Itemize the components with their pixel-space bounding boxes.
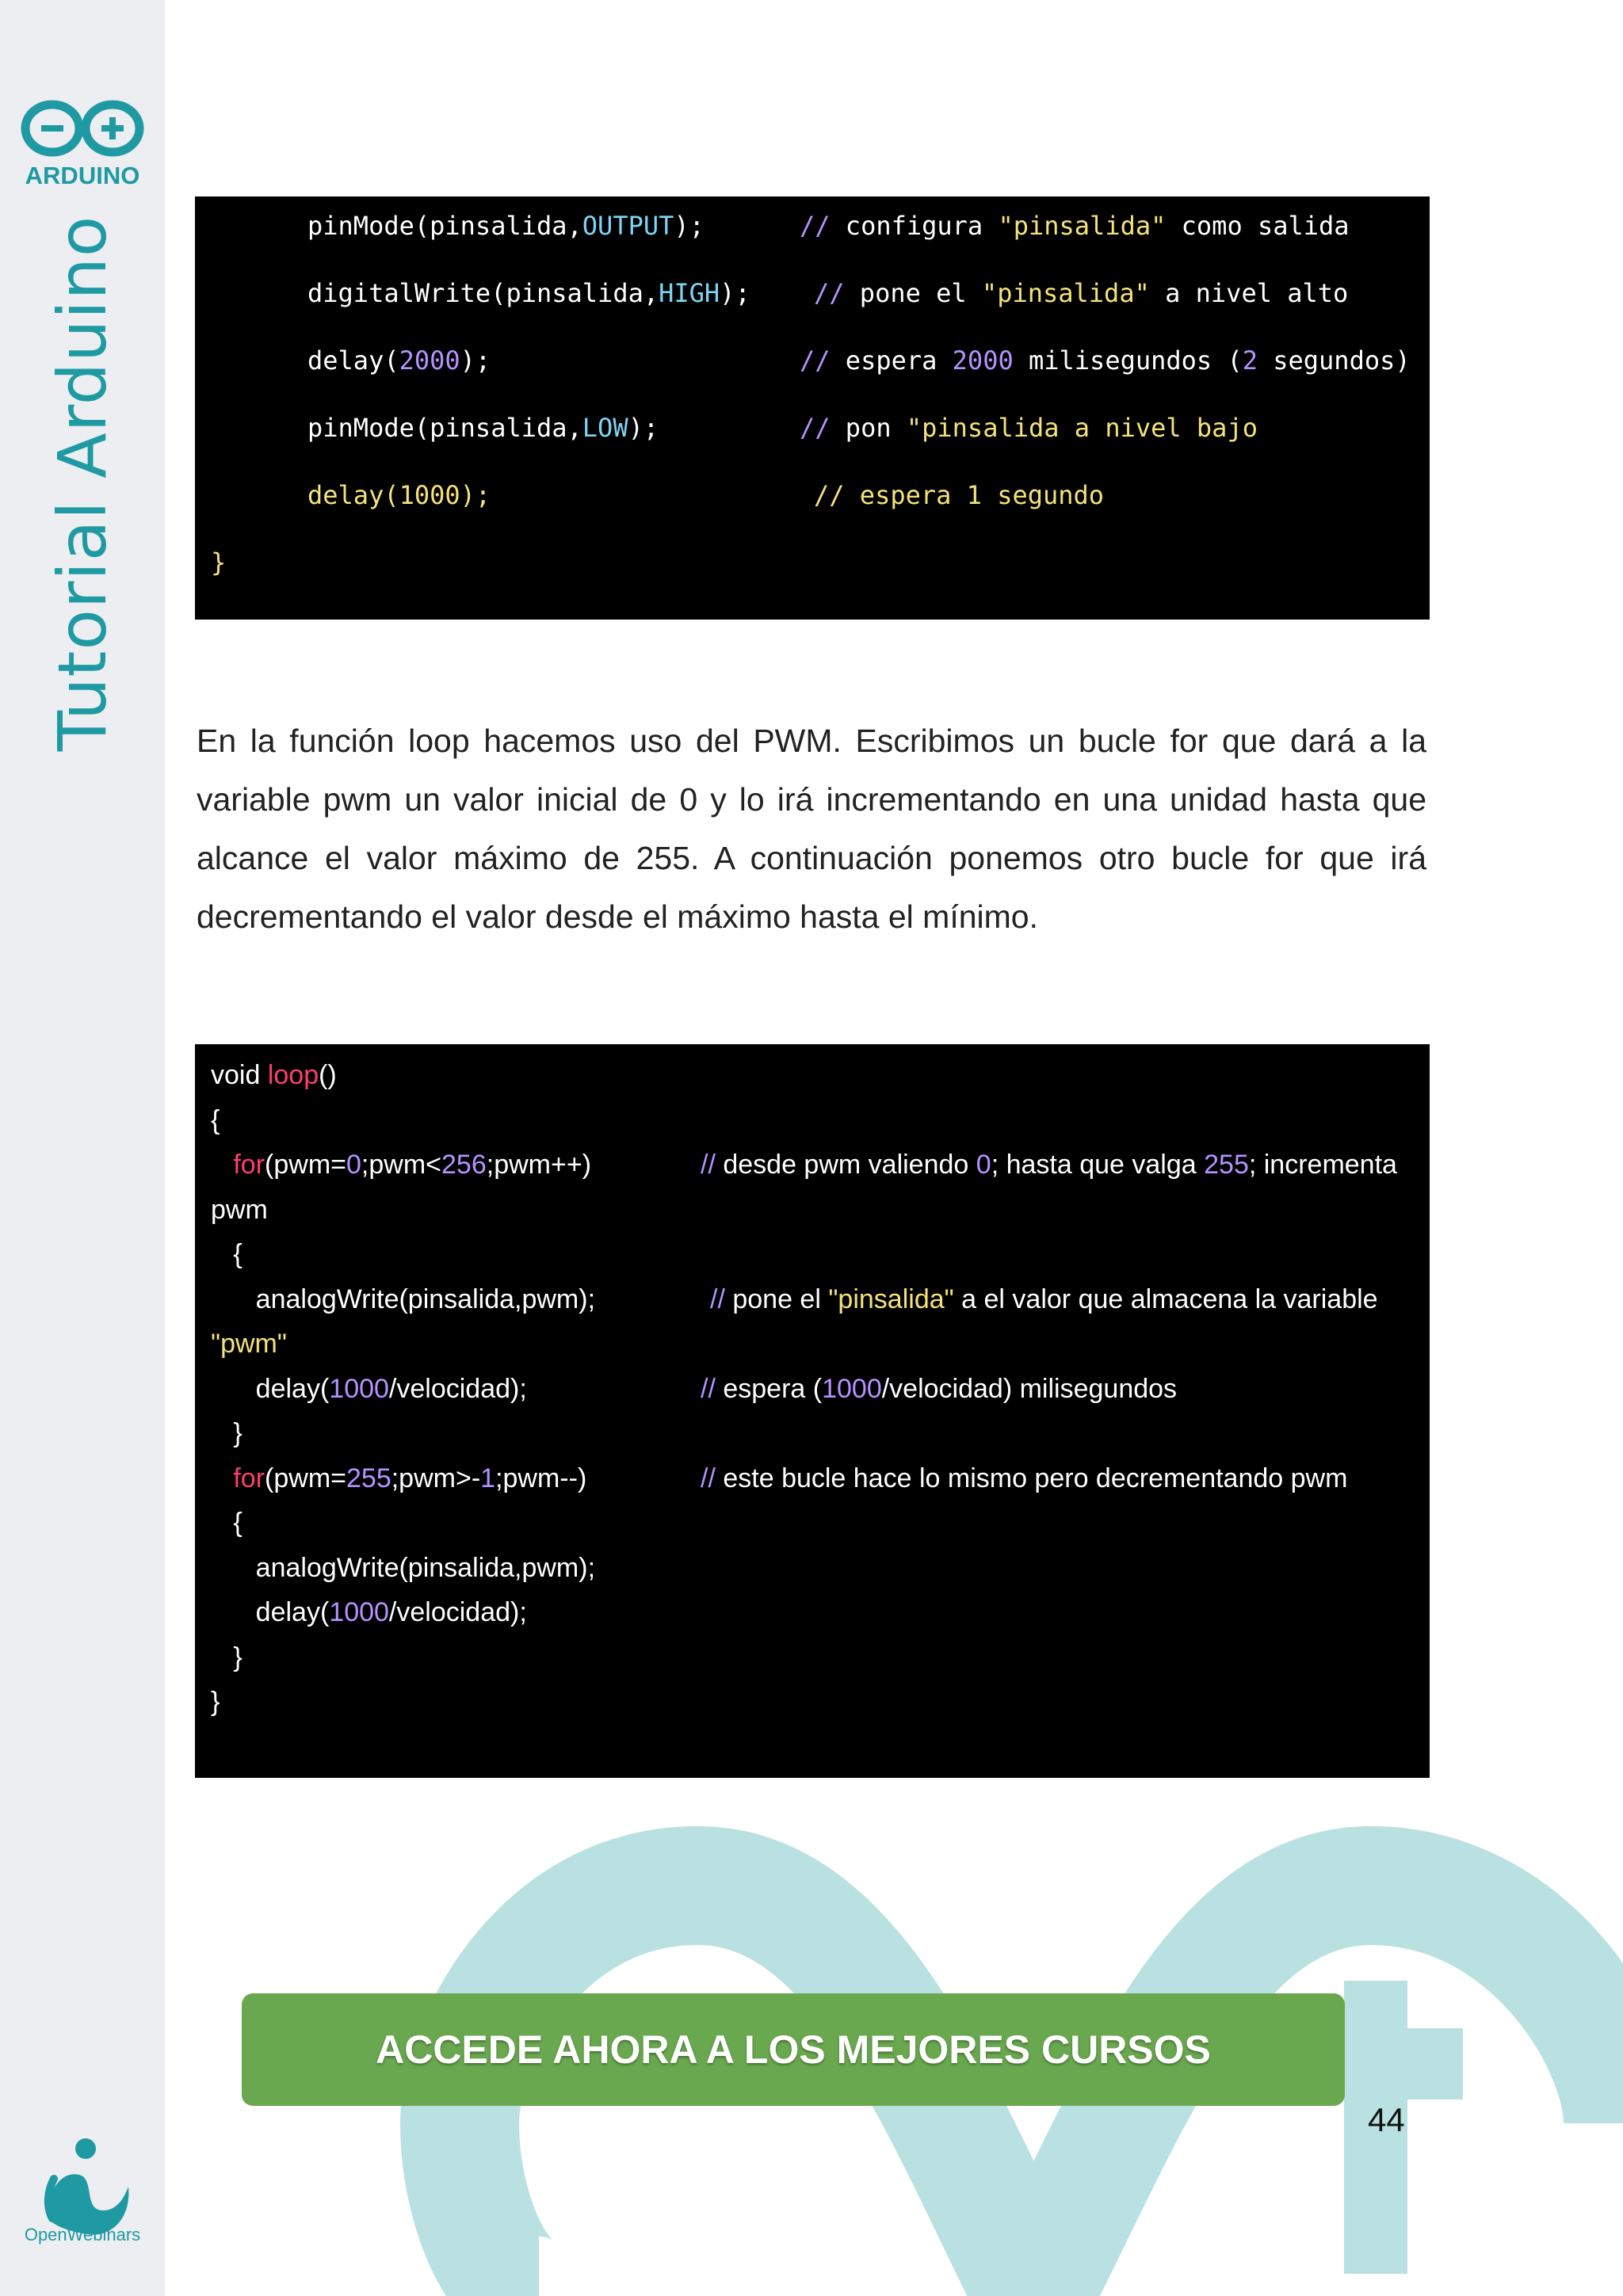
code-token: }	[211, 1687, 220, 1717]
code-token: delay(1000);	[307, 480, 491, 510]
comment-token: "pinsalida a nivel bajo	[906, 413, 1258, 443]
code-line	[211, 1060, 337, 1091]
code-token: delay(	[307, 345, 399, 376]
code-token: ;pwm<	[361, 1150, 442, 1180]
comment-token: 255	[1204, 1150, 1249, 1180]
comment-token: segundos)	[1257, 345, 1411, 376]
comment-token: /velocidad) milisegundos	[881, 1373, 1178, 1404]
code-line	[211, 1508, 242, 1539]
code-token: loop	[267, 1060, 319, 1090]
code-token: 0	[346, 1150, 361, 1180]
comment-token: espera (	[715, 1373, 823, 1404]
code-token: );	[674, 211, 705, 241]
code-token: ()	[319, 1060, 337, 1090]
code-comment	[800, 211, 1350, 241]
comment-token: pon	[830, 413, 907, 443]
code-token: analogWrite(pinsalida,pwm);	[211, 1552, 596, 1583]
code-comment	[701, 1150, 1397, 1180]
code-comment	[800, 345, 1411, 376]
comment-token: 0	[976, 1150, 991, 1180]
comment-token: //	[701, 1150, 716, 1180]
code-token: for	[233, 1150, 265, 1180]
code-comment	[710, 1284, 1378, 1315]
code-line	[211, 1642, 242, 1673]
sidebar-title-wrap	[0, 0, 165, 2296]
comment-token: 2000	[952, 345, 1014, 376]
code-token: );	[720, 278, 750, 308]
comment-token: como salida	[1166, 211, 1350, 241]
code-token: digitalWrite(pinsalida,	[307, 278, 659, 308]
code-line	[211, 1374, 527, 1405]
comment-token: a nivel alto	[1149, 278, 1349, 308]
code-token: }	[211, 1418, 242, 1448]
comment-token: pone el	[844, 278, 982, 308]
code-line	[211, 1418, 242, 1449]
code-line	[211, 1329, 287, 1360]
code-line	[211, 1239, 242, 1270]
code-token: "pwm"	[211, 1329, 287, 1359]
code-token: 1	[480, 1463, 496, 1493]
code-line	[211, 1597, 527, 1628]
code-token: {	[211, 1239, 242, 1269]
code-token: void	[211, 1060, 268, 1090]
code-line	[211, 1284, 595, 1315]
comment-token: //	[701, 1463, 716, 1493]
code-token: pinMode(pinsalida,	[307, 413, 582, 443]
comment-token: "pinsalida"	[981, 278, 1150, 308]
code-token: ;pwm--)	[495, 1463, 587, 1493]
code-line	[307, 413, 659, 443]
code-token: }	[211, 1642, 242, 1672]
code-comment	[701, 1463, 1347, 1494]
comment-token: 2	[1242, 345, 1258, 376]
comment-token: espera	[830, 345, 953, 376]
comment-token: este bucle hace lo mismo pero decrementando pwm	[715, 1463, 1348, 1493]
page-number: 44	[1368, 2101, 1405, 2138]
code-block-loop	[195, 1044, 1430, 1778]
code-line	[307, 480, 491, 510]
code-token: ;pwm++)	[486, 1150, 592, 1180]
code-token: LOW	[582, 413, 628, 443]
cta-button[interactable]: ACCEDE AHORA A LOS MEJORES CURSOS	[242, 1993, 1345, 2106]
comment-token: a el valor que almacena la variable	[953, 1283, 1378, 1314]
comment-token: configura	[830, 211, 999, 241]
comment-token: //	[800, 211, 831, 241]
code-token: (pwm=	[265, 1150, 346, 1180]
code-line	[211, 1463, 586, 1494]
comment-token: // espera 1 segundo	[814, 480, 1105, 510]
code-token: 256	[441, 1150, 487, 1180]
comment-token: pone el	[724, 1283, 829, 1314]
code-line	[307, 345, 491, 376]
code-token: OUTPUT	[582, 211, 674, 241]
code-line	[307, 278, 750, 308]
code-token: for	[233, 1463, 265, 1493]
code-token: );	[460, 345, 491, 376]
code-token: 1000	[329, 1597, 389, 1627]
code-line	[211, 1687, 220, 1718]
sidebar-title: Tutorial Arduino	[44, 215, 121, 752]
comment-token: ; incrementa	[1248, 1150, 1397, 1180]
sidebar	[0, 0, 165, 2296]
code-token: );	[628, 413, 659, 443]
code-token: delay(	[211, 1597, 330, 1627]
code-token: 255	[346, 1463, 391, 1493]
code-token	[211, 1150, 233, 1180]
code-line	[211, 1195, 268, 1226]
code-comment	[814, 278, 1348, 308]
code-token: /velocidad);	[388, 1373, 527, 1404]
code-token: pinMode(pinsalida,	[307, 211, 582, 241]
comment-token: //	[814, 278, 845, 308]
arduino-logo-text: ARDUINO	[25, 162, 140, 189]
code-token: {	[211, 1508, 242, 1538]
comment-token: ; hasta que valga	[991, 1150, 1205, 1180]
comment-token: //	[710, 1283, 725, 1314]
code-comment	[814, 480, 1104, 510]
code-token: analogWrite(pinsalida,pwm);	[211, 1283, 596, 1314]
comment-token: 1000	[822, 1373, 882, 1404]
code-comment	[800, 413, 1258, 443]
comment-token: milisegundos (	[1013, 345, 1243, 376]
code-line	[211, 1150, 591, 1180]
comment-token: "pinsalida"	[998, 211, 1167, 241]
code-block-setup	[195, 196, 1430, 620]
code-token: (pwm=	[265, 1463, 346, 1493]
code-line	[211, 1553, 595, 1584]
comment-token: //	[800, 413, 831, 443]
body-paragraph: En la función loop hacemos uso del PWM. Escribimos un bucle for que dará a la variable pwm un valor inicial de 0 y lo irá incrementando en una unidad hasta que alcance el valor máximo de 255. A continuación ponemos otro bucle for que irá decrementando el valor desde el máximo hasta el mínimo.	[197, 723, 1426, 935]
comment-token: //	[800, 345, 831, 376]
comment-token: "pinsalida"	[828, 1283, 954, 1314]
code-token: 1000	[329, 1373, 389, 1404]
closing-brace: }	[211, 547, 227, 578]
comment-token: desde pwm valiendo	[715, 1150, 976, 1180]
comment-token: //	[701, 1373, 716, 1404]
code-token: /velocidad);	[388, 1597, 527, 1627]
code-token: delay(	[211, 1373, 330, 1404]
code-token: ;pwm>-	[391, 1463, 481, 1493]
openwebinars-label: OpenWebinars	[24, 2225, 141, 2245]
code-token: HIGH	[659, 278, 720, 308]
code-token: {	[211, 1104, 220, 1135]
code-token	[211, 1463, 233, 1493]
code-line	[307, 211, 705, 241]
code-line	[211, 1105, 220, 1136]
code-token: 2000	[399, 345, 460, 376]
code-comment	[701, 1374, 1177, 1405]
code-token: pwm	[211, 1194, 268, 1225]
